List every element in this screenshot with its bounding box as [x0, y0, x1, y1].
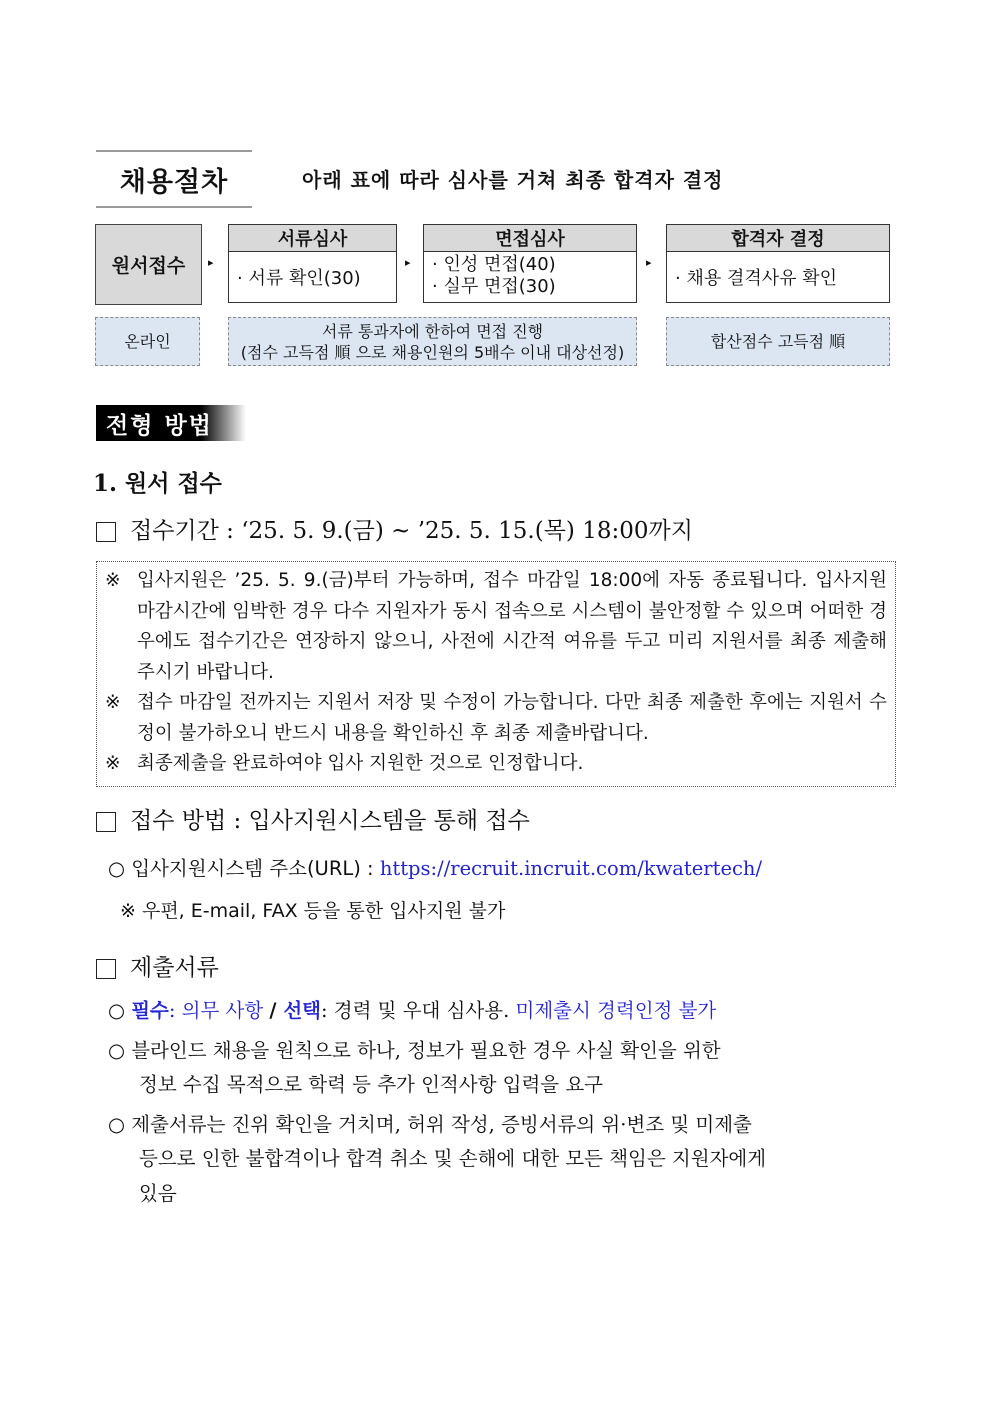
step-interview-title: 면접심사: [424, 225, 636, 252]
doc-required-desc: : 의무 사항: [168, 999, 270, 1022]
note-interview-line2: (점수 고득점 順 으로 채용인원의 5배수 이내 대상선정): [240, 342, 625, 362]
url-label: ○ 입사지원시스템 주소(URL) :: [108, 857, 380, 880]
blind-line1: ○ 블라인드 채용을 원칙으로 하나, 정보가 필요한 경우 사실 확인을 위한: [108, 1039, 721, 1062]
step-interview-item: · 실무 면접(30): [432, 276, 556, 297]
documents-row: [96, 949, 219, 982]
note-interview: [228, 317, 637, 366]
doc-optional-label: 선택: [283, 999, 322, 1022]
arrow-icon: ▸: [646, 256, 652, 269]
notice-box: [96, 561, 896, 787]
blind-line2: 정보 수집 목적으로 학력 등 추가 인적사항 입력을 요구: [139, 1073, 604, 1096]
doc-warning: 미제출시 경력인정 불가: [515, 999, 717, 1022]
section-title: 채용절차: [96, 150, 252, 208]
notice-text: 접수 마감일 전까지는 지원서 저장 및 수정이 가능합니다. 다만 최종 제출한 후에는 지원서 수정이 불가하오니 반드시 내용을 확인하신 후 최종 제출바랍니다.: [137, 692, 887, 744]
arrow-icon: ▸: [405, 256, 411, 269]
method-label: 전형 방법: [96, 405, 246, 441]
step-interview-box: [423, 224, 637, 303]
note-mark: ※: [105, 570, 121, 591]
notice-text: 입사지원은 ’25. 5. 9.(금)부터 가능하며, 접수 마감일 18:00에 자동 종료됩니다. 입사지원 마감시간에 임박한 경우 다수 지원자가 동시 접속으로 시스템이 불안정할 수 있으며 어떠한 경우에도 접수기간은 연장하지 않으니, 사전에 시간적 여유를 두고 미리 지원서를 최종 제출해 주시기 바랍니다.: [137, 570, 887, 683]
notice-item: [105, 688, 887, 749]
application-url-link[interactable]: https://recruit.incruit.com/kwatertech/: [379, 857, 763, 880]
step-final-box: [666, 224, 890, 303]
note-mark: ※: [105, 692, 121, 713]
step-document-title: 서류심사: [229, 225, 396, 252]
checkbox-icon: [96, 959, 116, 979]
doc-required-row: [108, 995, 716, 1023]
step-interview-item: · 인성 면접(40): [432, 254, 556, 275]
arrow-icon: ▸: [208, 256, 214, 269]
method-row: [96, 802, 530, 835]
documents-heading: 제출서류: [130, 955, 219, 981]
section-description: 아래 표에 따라 심사를 거쳐 최종 합격자 결정: [302, 168, 724, 192]
verify-line1: ○ 제출서류는 진위 확인을 거치며, 허위 작성, 증빙서류의 위·변조 및 미제출: [108, 1113, 752, 1136]
doc-required-label: 필수: [131, 999, 169, 1022]
period-text: 접수기간 : ‘25. 5. 9.(금) ~ ’25. 5. 15.(목) 18:00까지: [130, 518, 693, 544]
note-mark: ※: [105, 753, 121, 774]
url-row: [108, 853, 762, 881]
checkbox-icon: [96, 812, 116, 832]
bullet-icon: ○: [108, 999, 126, 1022]
step-final-title: 합격자 결정: [667, 225, 889, 252]
notice-item: [105, 566, 887, 688]
note-online: [95, 317, 200, 366]
no-mail-note: ※ 우편, E-mail, FAX 등을 통한 입사지원 불가: [120, 900, 506, 922]
step-final-item: · 채용 결격사유 확인: [675, 268, 837, 289]
notice-text: 최종제출을 완료하여야 입사 지원한 것으로 인정합니다.: [137, 753, 584, 774]
doc-slash: /: [269, 999, 284, 1022]
note-online-text: 온라인: [124, 332, 171, 351]
step-application-box: [95, 224, 202, 305]
doc-optional-desc: : 경력 및 우대 심사용.: [321, 999, 516, 1022]
note-final-text: 합산점수 고득점 順: [710, 332, 846, 351]
note-interview-line1: 서류 통과자에 한하여 면접 진행: [321, 321, 544, 341]
heading-application: 1. 원서 접수: [93, 470, 222, 497]
note-final: [666, 317, 890, 366]
method-text: 접수 방법 : 입사지원시스템을 통해 접수: [130, 808, 530, 834]
step-application-title: 원서접수: [111, 255, 186, 277]
step-document-item: · 서류 확인(30): [237, 268, 361, 289]
period-row: [96, 512, 693, 545]
notice-item: [105, 749, 887, 780]
checkbox-icon: [96, 522, 116, 542]
step-document-box: [228, 224, 397, 303]
verify-line3: 있음: [139, 1182, 177, 1205]
verify-line2: 등으로 인한 불합격이나 합격 취소 및 손해에 대한 모든 책임은 지원자에게: [139, 1147, 767, 1170]
